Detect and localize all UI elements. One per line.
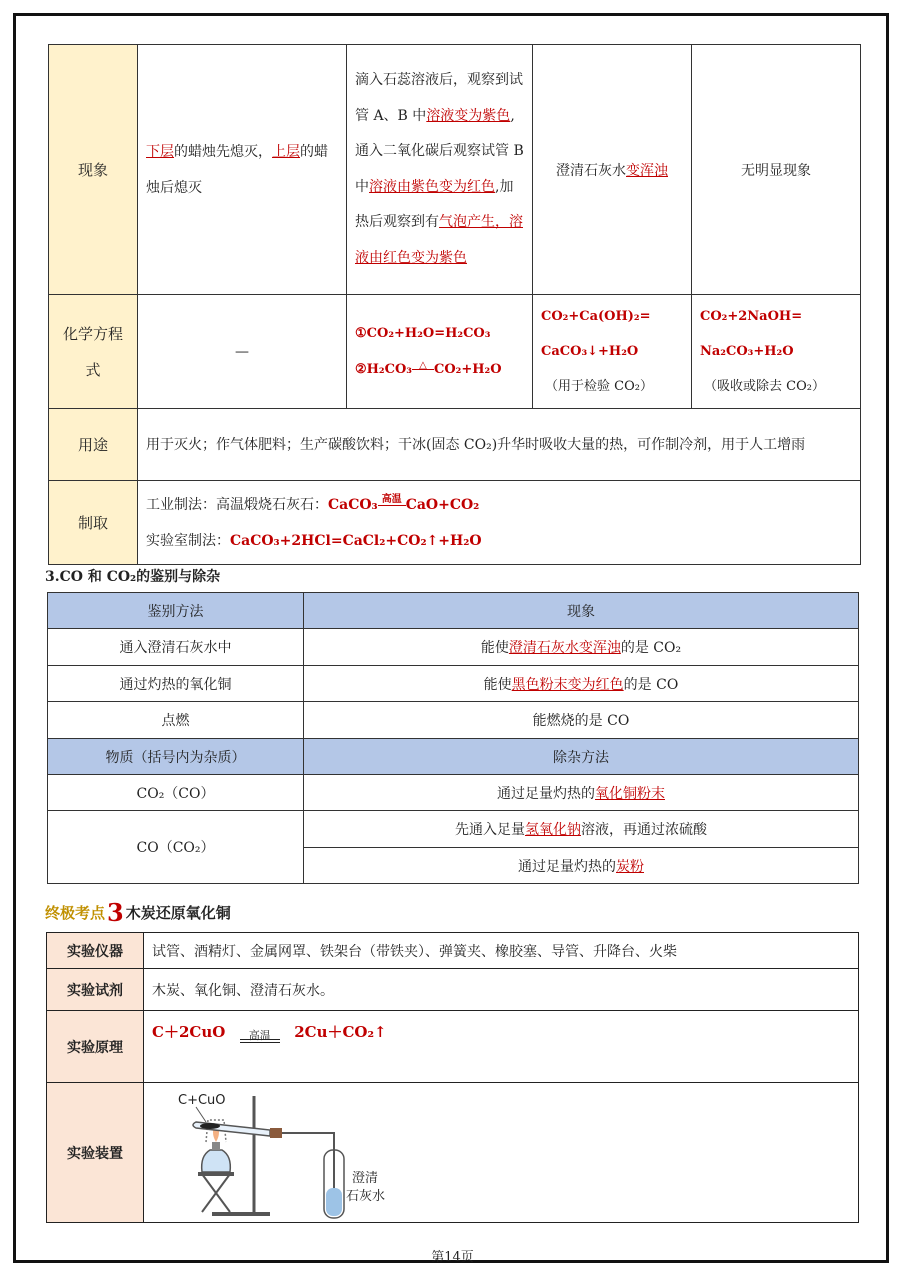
label-limewater-1: 澄清 [352,1170,379,1186]
apparatus-cell [144,1083,859,1223]
exam-point-title: 终极考点3 木炭还原氧化铜 [45,898,231,927]
alcohol-lamp [202,1150,231,1172]
equation-limewater: CO₂+Ca(OH)₂= CaCO₃↓+H₂O （用于检验 CO₂） [533,295,692,409]
reagents-text: 木炭、氧化铜、澄清石灰水。 [144,969,859,1011]
reagents-label: 实验试剂 [47,969,144,1011]
equation-carbonic: ①CO₂+H₂O=H₂CO₃ ②H₂CO₃ △ CO₂+H₂O [347,295,533,409]
removal-1: 通过足量灼热的氧化铜粉末 [304,775,859,811]
phenomenon-litmus: 滴入石蕊溶液后，观察到试管 A、B 中溶液变为紫色,通入二氧化碳后观察试管 B 中溶液由紫色变为红色,加热后观察到有气泡产生，溶液由红色变为紫色 [347,45,533,295]
head-phenomenon: 现象 [304,593,859,629]
method-1: 通入澄清石灰水中 [48,629,304,666]
phenomenon-candle: 下层的蜡烛先熄灭，上层的蜡烛后熄灭 [138,45,347,295]
section-title: 3.CO 和 CO₂的鉴别与除杂 [45,569,221,585]
prep-label: 制取 [49,481,138,565]
head-substance: 物质（括号内为杂质） [48,739,304,775]
rubber-stopper [270,1128,282,1138]
phenomenon-label: 现象 [49,45,138,295]
substance-2: CO（CO₂） [48,811,304,884]
head-method: 鉴别方法 [48,593,304,629]
apparatus-diagram [166,1084,426,1222]
use-text: 用于灭火；作气体肥料；生产碳酸饮料；干冰(固态 CO₂)升华时吸收大量的热，可作制冷剂，用于人工增雨 [138,409,861,481]
limewater [326,1188,342,1216]
equation-label: 化学方程式 [49,295,138,409]
charcoal-reduction-table [46,932,859,1223]
page-number: 第14页 [431,1250,474,1265]
lamp-wick-holder [212,1142,220,1150]
result-3: 能燃烧的是 CO [304,702,859,739]
principle-equation: C＋2CuO 高温 2Cu＋CO₂↑ [144,1011,859,1083]
result-2: 能使黑色粉末变为红色的是 CO [304,666,859,702]
method-2: 通过灼热的氧化铜 [48,666,304,702]
equation-naoh: CO₂+2NaOH= Na₂CO₃+H₂O （吸收或除去 CO₂） [692,295,861,409]
removal-2b: 通过足量灼热的炭粉 [304,848,859,884]
principle-label: 实验原理 [47,1011,144,1083]
co2-properties-table [48,44,861,565]
phenomenon-naoh: 无明显现象 [692,45,861,295]
phenomenon-limewater: 澄清石灰水变浑浊 [533,45,692,295]
stand-base [212,1212,270,1216]
co-co2-table [47,592,859,884]
prep-methods: 工业制法：高温煅烧石灰石：CaCO₃ 高温 CaO+CO₂ 实验室制法：CaCO₃+2HCl=CaCl₂+CO₂↑+H₂O [138,481,861,565]
instruments-text: 试管、酒精灯、金属网罩、铁架台（带铁夹）、弹簧夹、橡胶塞、导管、升降台、火柴 [144,933,859,969]
label-limewater-2: 石灰水 [346,1188,386,1204]
result-1: 能使澄清石灰水变浑浊的是 CO₂ [304,629,859,666]
equation-candle: — [138,295,347,409]
apparatus-label: 实验装置 [47,1083,144,1223]
method-3: 点燃 [48,702,304,739]
label-c-cuo: C+CuO [178,1092,226,1108]
leader-c-cuo [196,1107,206,1122]
c-cuo-powder [200,1123,220,1129]
removal-2a: 先通入足量氢氧化钠溶液，再通过浓硫酸 [304,811,859,848]
head-removal: 除杂方法 [304,739,859,775]
substance-1: CO₂（CO） [48,775,304,811]
instruments-label: 实验仪器 [47,933,144,969]
use-label: 用途 [49,409,138,481]
